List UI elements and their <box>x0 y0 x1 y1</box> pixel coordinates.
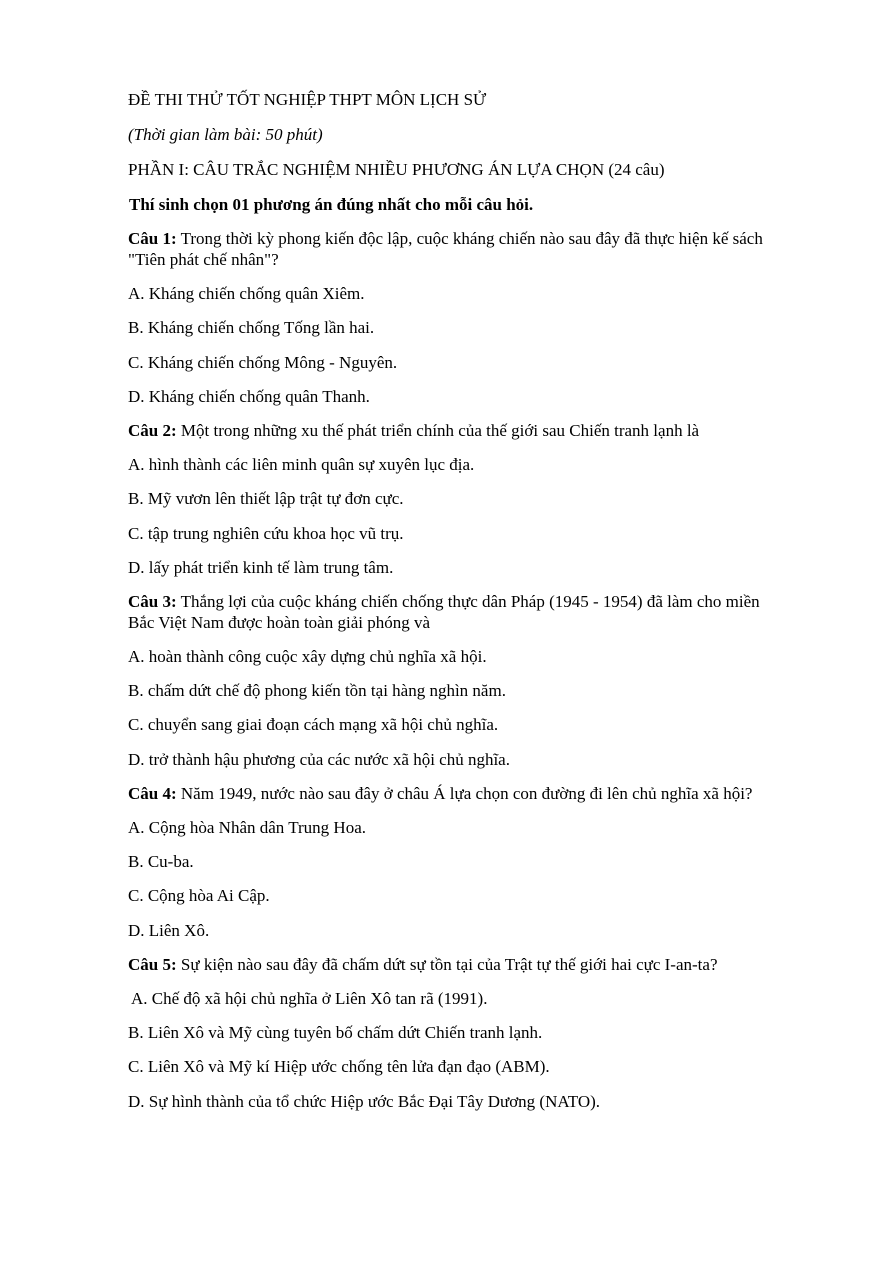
question-3 <box>128 591 818 633</box>
exam-time: (Thời gian làm bài: 50 phút) <box>128 125 323 144</box>
question-2-option-c: C. tập trung nghiên cứu khoa học vũ trụ. <box>128 523 404 543</box>
question-5 <box>128 954 818 975</box>
exam-title: ĐỀ THI THỬ TỐT NGHIỆP THPT MÔN LỊCH SỬ <box>128 90 487 109</box>
question-3-option-a: A. hoàn thành công cuộc xây dựng chủ nghĩa xã hội. <box>128 647 487 667</box>
question-1-label: Câu 1: <box>128 229 177 248</box>
question-5-option-c: C. Liên Xô và Mỹ kí Hiệp ước chống tên lửa đạn đạo (ABM). <box>128 1057 550 1077</box>
question-1 <box>128 228 818 270</box>
question-2-label: Câu 2: <box>128 420 177 440</box>
question-5-text: Sự kiện nào sau đây đã chấm dứt sự tồn tại của Trật tự thế giới hai cực I-an-ta? <box>176 954 718 974</box>
question-2-option-a: A. hình thành các liên minh quân sự xuyên lục địa. <box>128 455 475 475</box>
question-5-option-d: D. Sự hình thành của tổ chức Hiệp ước Bắc Đại Tây Dương (NATO). <box>128 1091 601 1111</box>
question-1-option-c: C. Kháng chiến chống Mông - Nguyên. <box>128 352 398 372</box>
question-4-text: Năm 1949, nước nào sau đây ở châu Á lựa chọn con đường đi lên chủ nghĩa xã hội? <box>176 783 753 803</box>
question-3-option-b: B. chấm dứt chế độ phong kiến tồn tại hàng nghìn năm. <box>128 681 506 701</box>
question-1-option-a: A. Kháng chiến chống quân Xiêm. <box>128 284 365 304</box>
exam-content <box>128 89 818 1125</box>
question-3-option-d: D. trở thành hậu phương của các nước xã hội chủ nghĩa. <box>128 749 510 769</box>
question-4-option-b: B. Cu-ba. <box>128 852 194 872</box>
question-2-option-d: D. lấy phát triển kinh tế làm trung tâm. <box>128 557 394 577</box>
question-4-option-a: A. Cộng hòa Nhân dân Trung Hoa. <box>128 818 366 837</box>
question-4-option-d: D. Liên Xô. <box>128 920 210 940</box>
question-3-text-continued: Bắc Việt Nam được hoàn toàn giải phóng và <box>128 612 431 632</box>
question-1-text-continued: "Tiên phát chế nhân"? <box>128 250 279 269</box>
question-3-text: Thắng lợi của cuộc kháng chiến chống thực dân Pháp (1945 - 1954) đã làm cho miền <box>176 591 760 611</box>
question-4-option-c: C. Cộng hòa Ai Cập. <box>128 886 270 906</box>
question-5-option-a: A. Chế độ xã hội chủ nghĩa ở Liên Xô tan rã (1991). <box>131 988 488 1008</box>
question-4-label: Câu 4: <box>128 783 177 803</box>
question-4 <box>128 783 818 804</box>
question-2-option-b: B. Mỹ vươn lên thiết lập trật tự đơn cực. <box>128 489 404 509</box>
question-3-option-c: C. chuyển sang giai đoạn cách mạng xã hội chủ nghĩa. <box>128 715 499 735</box>
question-1-option-d: D. Kháng chiến chống quân Thanh. <box>128 386 370 406</box>
question-5-option-b: B. Liên Xô và Mỹ cùng tuyên bố chấm dứt Chiến tranh lạnh. <box>128 1023 543 1043</box>
question-5-label: Câu 5: <box>128 954 177 974</box>
question-2 <box>128 420 818 441</box>
question-3-label: Câu 3: <box>128 591 177 611</box>
question-1-option-b: B. Kháng chiến chống Tống lần hai. <box>128 318 375 338</box>
instruction: Thí sinh chọn 01 phương án đúng nhất cho mỗi câu hỏi. <box>129 195 534 214</box>
section-heading: PHẦN I: CÂU TRẮC NGHIỆM NHIỀU PHƯƠNG ÁN LỰA CHỌN (24 câu) <box>128 160 665 179</box>
question-1-text: Trong thời kỳ phong kiến độc lập, cuộc kháng chiến nào sau đây đã thực hiện kế sách <box>176 229 763 248</box>
question-2-text: Một trong những xu thế phát triển chính của thế giới sau Chiến tranh lạnh là <box>176 420 700 440</box>
